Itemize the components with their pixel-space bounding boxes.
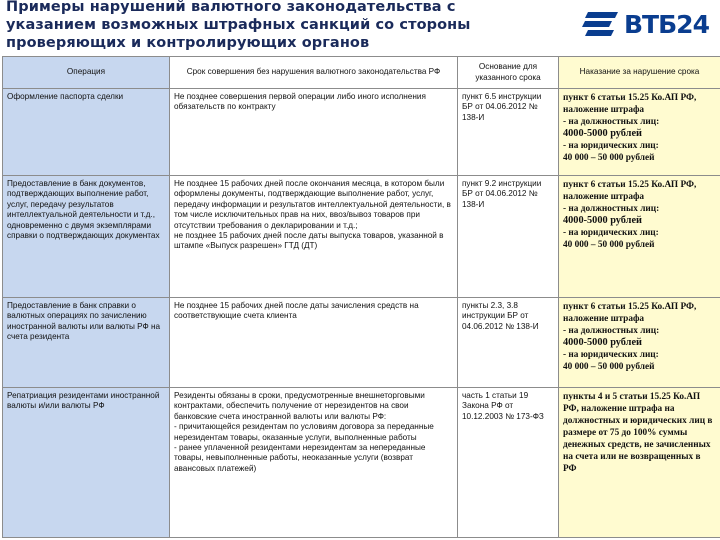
cell-term: Не позднее совершения первой операции либо иного исполнения обязательств по контракту <box>170 89 458 176</box>
penalty-legal-label: - на юридических лиц: <box>563 228 659 238</box>
penalty-officials-label: - на должностных лиц: <box>563 326 660 336</box>
logo-text-vtb: ВТБ <box>624 10 677 39</box>
header-operation: Операция <box>3 57 170 89</box>
header-term: Срок совершения без нарушения валютного законодательства РФ <box>170 57 458 89</box>
cell-basis: пункт 9.2 инструкции БР от 04.06.2012 № 138-И <box>458 176 559 298</box>
penalty-text: пункты 4 и 5 статьи 15.25 Ко.АП РФ, наложение штрафа на должностных и юридических лиц в размере от 75 до 100% суммы денежных средств, не зачисленных на счета или не возвращенных в РФ <box>563 392 713 474</box>
cell-operation: Предоставление в банк справки о валютных операциях по зачислению иностранной валюты или валюты РФ на счета резидента <box>3 298 170 388</box>
penalty-article: пункт 6 статьи 15.25 Ко.АП РФ, наложение штрафа <box>563 180 697 202</box>
cell-operation: Репатриация резидентами иностранной валюты и/или валюты РФ <box>3 388 170 538</box>
penalty-legal-label: - на юридических лиц: <box>563 141 659 151</box>
cell-basis: пункты 2.3, 3.8 инструкции БР от 04.06.2012 № 138-И <box>458 298 559 388</box>
penalty-legal-amount: 40 000 – 50 000 рублей <box>563 153 655 163</box>
penalty-officials-label: - на должностных лиц: <box>563 204 660 214</box>
page-title: Примеры нарушений валютного законодательства с указанием возможных штрафных санкций со стороны проверяющих и контролирующих органов <box>6 0 471 51</box>
vtb-bank-logo-icon <box>582 10 620 40</box>
logo-text <box>624 10 709 39</box>
penalty-article: пункт 6 статьи 15.25 Ко.АП РФ, наложение штрафа <box>563 302 697 324</box>
cell-penalty <box>559 298 720 388</box>
logo-text-24: 24 <box>676 10 709 39</box>
cell-penalty <box>559 176 720 298</box>
cell-operation: Предоставление в банк документов, подтверждающих выполнение работ, услуг, передачу результатов интеллектуальной деятельности и т.д., одновременно с двумя экземплярами справки о подтверждающих документах <box>3 176 170 298</box>
table-row <box>3 89 720 176</box>
penalty-officials-amount: 4000-5000 рублей <box>563 128 642 139</box>
penalty-officials-amount: 4000-5000 рублей <box>563 337 642 348</box>
penalty-legal-amount: 40 000 – 50 000 рублей <box>563 240 655 250</box>
bank-logo <box>578 6 720 46</box>
header-basis: Основание для указанного срока <box>458 57 559 89</box>
cell-penalty <box>559 388 720 538</box>
penalty-legal-amount: 40 000 – 50 000 рублей <box>563 362 655 372</box>
cell-term: Не позднее 15 рабочих дней после окончания месяца, в котором были оформлены документы, подтверждающие выполнение работ, услуг, передачу информации и результатов интеллектуальной деятельности, в том числе исключительных прав на них, ввоз/вывоз товаров при отсутствии требования о декларировании и т.д.; не позднее 15 рабочих дней после даты выпуска товаров, указанной в штампе «Выпуск разрешен» ГТД (ДТ) <box>170 176 458 298</box>
header-penalty: Наказание за нарушение срока <box>559 57 720 89</box>
cell-term: Резиденты обязаны в сроки, предусмотренные внешнеторговыми контрактами, обеспечить получение от нерезидентов на свои банковские счета иностранной валюты или валюты РФ: - причитающейся резидентам по условиям договора за переданные нерезидентам товары, оказанные услуги, выполненные работы - ранее уплаченной резидентами нерезидентам за непереданные товары, невыполненные работы, неоказанные услуги (возврат авансовых платежей) <box>170 388 458 538</box>
penalty-article: пункт 6 статьи 15.25 Ко.АП РФ, наложение штрафа <box>563 93 697 115</box>
cell-penalty <box>559 89 720 176</box>
table-row <box>3 298 720 388</box>
penalty-officials-amount: 4000-5000 рублей <box>563 215 642 226</box>
cell-basis: часть 1 статьи 19 Закона РФ от 10.12.2003 № 173-ФЗ <box>458 388 559 538</box>
cell-basis: пункт 6.5 инструкции БР от 04.06.2012 № 138-И <box>458 89 559 176</box>
cell-operation: Оформление паспорта сделки <box>3 89 170 176</box>
cell-term: Не позднее 15 рабочих дней после даты зачисления средств на соответствующие счета клиента <box>170 298 458 388</box>
penalty-legal-label: - на юридических лиц: <box>563 350 659 360</box>
table-row <box>3 176 720 298</box>
table-header-row <box>3 57 720 89</box>
violations-table <box>2 56 720 538</box>
table-row <box>3 388 720 538</box>
penalty-officials-label: - на должностных лиц: <box>563 117 660 127</box>
